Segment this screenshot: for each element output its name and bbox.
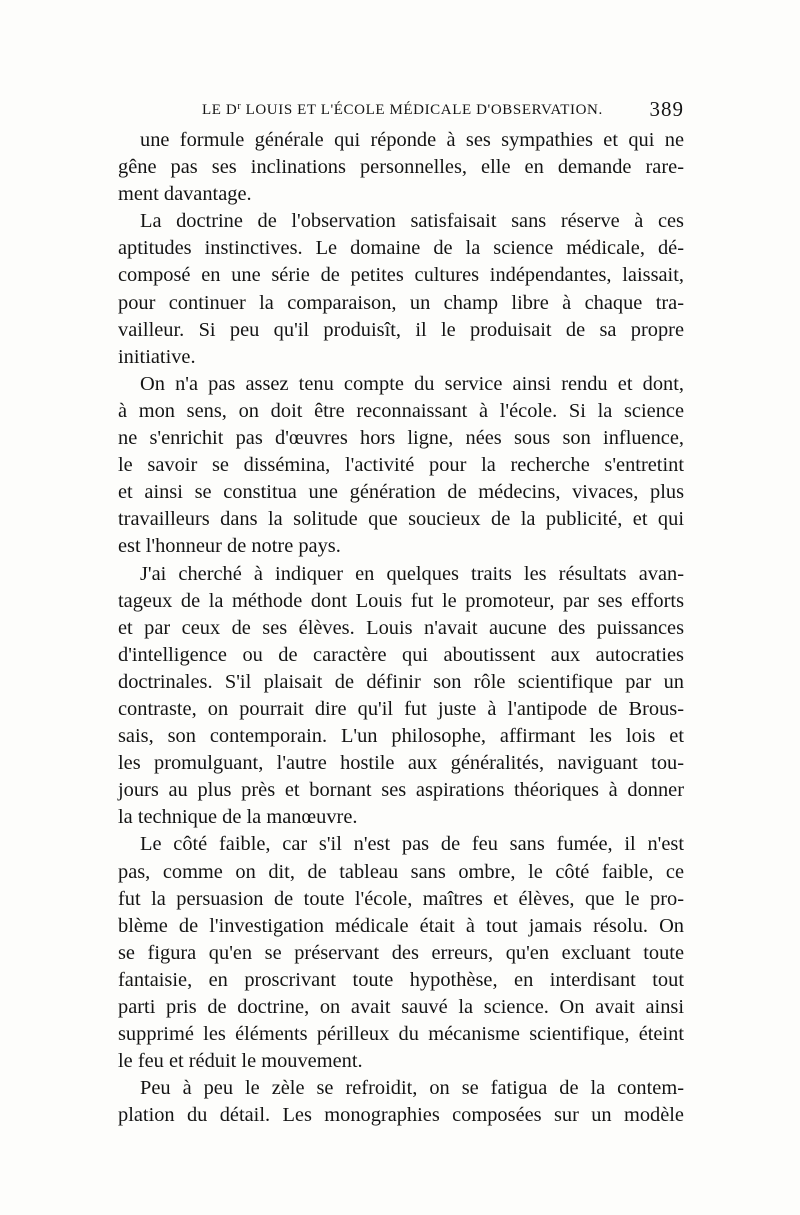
text-line: initiative. [118,345,196,368]
text-line: est l'honneur de notre pays. [118,535,341,558]
text-line: gêne pas ses inclinations personnelles, elle en demande rare- [118,156,684,179]
running-title-prefix: LE D [202,102,238,118]
text-line: Le côté faible, car s'il n'est pas de feu sans fumée, il n'est [140,833,684,856]
text-line: une formule générale qui réponde à ses sympathies et qui ne [140,129,684,151]
text-line: le feu et réduit le mouvement. [118,1050,363,1073]
text-line: et par ceux de ses élèves. Louis n'avait aucune des puissances [118,616,684,639]
text-line: jours au plus près et bornant ses aspirations théoriques à donner [118,779,684,802]
text-line: On n'a pas assez tenu compte du service ainsi rendu et dont, [140,372,684,395]
text-line: vailleur. Si peu qu'il produisît, il le produisait de sa propre [118,318,684,341]
text-line: ne s'enrichit pas d'œuvres hors ligne, nées sous son influence, [118,427,684,450]
text-line: doctrinales. S'il plaisait de définir son rôle scientifique par un [118,670,684,693]
text-line: pas, comme on dit, de tableau sans ombre, le côté faible, ce [118,860,684,883]
text-line: plation du détail. Les monographies composées sur un modèle [118,1104,684,1127]
text-line: à mon sens, on doit être reconnaissant à l'école. Si la science [118,399,684,422]
text-line: La doctrine de l'observation satisfaisait sans réserve à ces [140,210,684,233]
text-line: tageux de la méthode dont Louis fut le promoteur, par ses efforts [118,589,684,612]
paragraph [118,561,684,832]
text-line: composé en une série de petites cultures indépendantes, laissait, [118,264,684,287]
text-line: sais, son contemporain. L'un philosophe, affirmant les lois et [118,725,684,748]
text-line: Peu à peu le zèle se refroidit, on se fatigua de la contem- [140,1077,684,1100]
text-line: J'ai cherché à indiquer en quelques traits les résultats avan- [140,562,684,585]
text-line: la technique de la manœuvre. [118,806,358,829]
paragraph [118,831,684,1075]
paragraph [118,127,684,208]
text-line: blème de l'investigation médicale était à tout jamais résolu. On [118,914,684,937]
text-line: ment davantage. [118,183,252,206]
text-line: les promulguant, l'autre hostile aux généralités, naviguant tou- [118,752,684,775]
running-title-superscript: r [237,101,242,112]
running-title [202,102,603,119]
running-header [118,97,684,124]
text-line: travailleurs dans la solitude que soucieux de la publicité, et qui [118,508,684,531]
text-line: supprimé les éléments périlleux du mécanisme scientifique, éteint [118,1023,684,1046]
paragraph [118,208,684,371]
text-line: contraste, on pourrait dire qu'il fut juste à l'antipode de Brous- [118,697,684,720]
paragraph [118,1075,684,1129]
paragraph [118,371,684,561]
text-line: se figura qu'en se préservant des erreurs, qu'en excluant toute [118,941,684,964]
text-line: aptitudes instinctives. Le domaine de la science médicale, dé- [118,237,684,260]
text-line: le savoir se dissémina, l'activité pour la recherche s'entretint [118,454,684,477]
text-line: d'intelligence ou de caractère qui aboutissent aux autocraties [118,643,684,666]
text-line: pour continuer la comparaison, un champ libre à chaque tra- [118,291,684,314]
text-line: et ainsi se constitua une génération de médecins, vivaces, plus [118,481,684,504]
text-line: fantaisie, en proscrivant toute hypothèse, en interdisant tout [118,968,684,991]
page-number: 389 [649,97,684,121]
text-line: fut la persuasion de toute l'école, maîtres et élèves, que le pro- [118,887,684,910]
running-title-suffix: LOUIS ET L'ÉCOLE MÉDICALE D'OBSERVATION. [241,102,603,118]
body-text [118,127,684,1129]
text-line: parti pris de doctrine, on avait sauvé la science. On avait ainsi [118,996,684,1018]
